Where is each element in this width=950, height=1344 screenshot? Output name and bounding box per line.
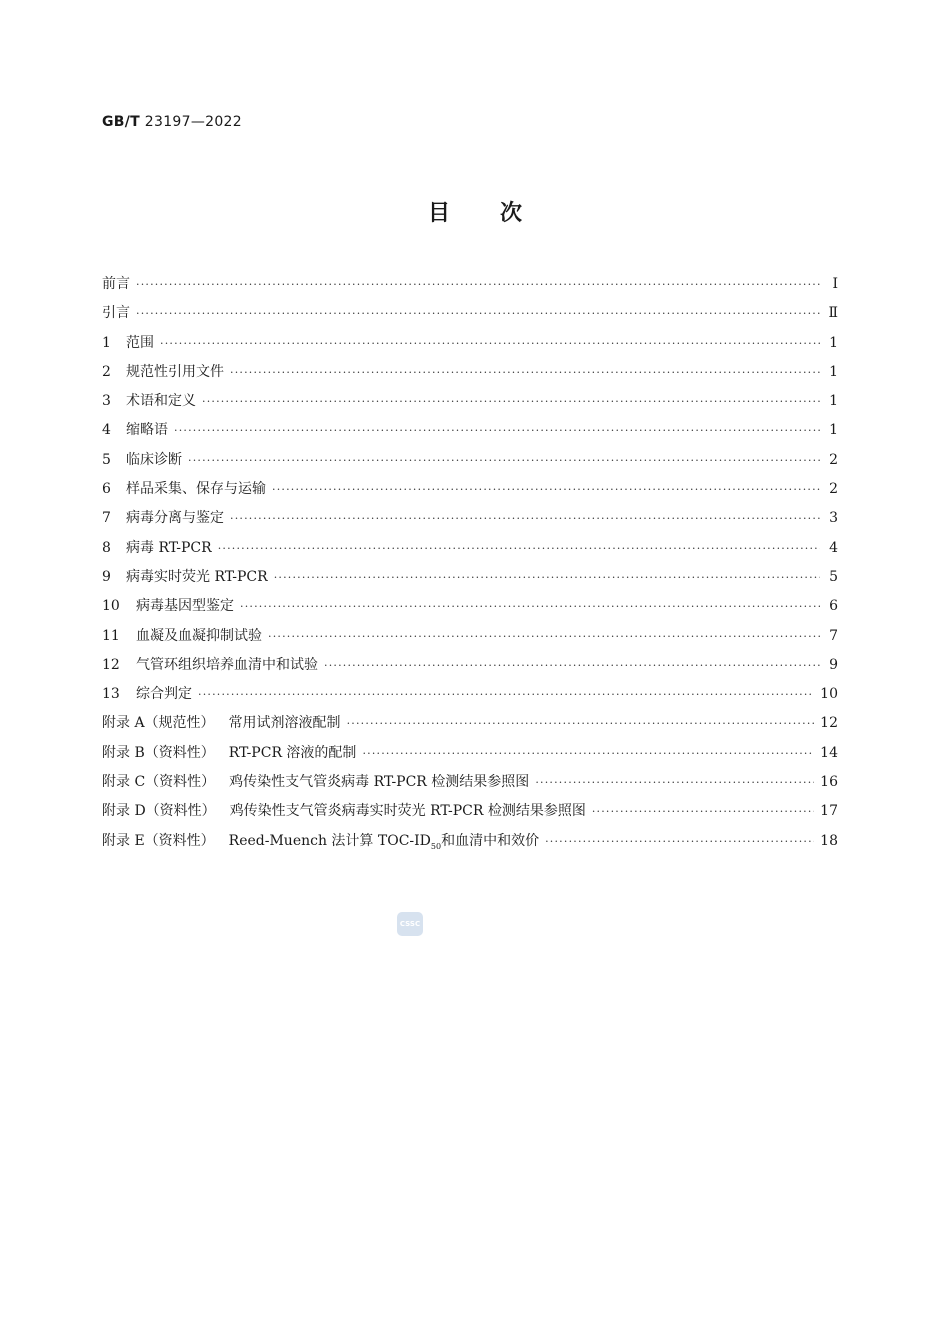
toc-entry-number: 3 [102,393,111,410]
toc-entry-11[interactable] [102,625,838,654]
toc-entry-introduction[interactable] [102,302,838,331]
toc-page-number: 18 [820,832,838,849]
toc-page-number: 1 [829,334,838,351]
toc-page-number: 5 [829,568,838,585]
toc-page-number: 17 [820,803,838,820]
toc-entry-4[interactable] [102,419,838,448]
toc-entry-appendix-b[interactable] [102,742,838,771]
leader-dots [362,747,814,760]
leader-dots [160,337,820,350]
title-char-2: 次 [500,201,523,226]
toc-entry-label: 鸡传染性支气管炎病毒实时荧光 RT-PCR 检测结果参照图 [229,803,586,820]
toc-entry-label: 临床诊断 [126,451,182,468]
toc-entry-number: 5 [102,451,111,468]
leader-dots [174,424,820,437]
toc-entry-number: 8 [102,539,111,556]
toc-appendix-label [102,712,341,732]
leader-dots [202,395,820,408]
toc-page-number: 10 [820,686,838,703]
toc-appendix-prefix: 附录 C（资料性） [102,774,216,791]
toc-entry-label: RT-PCR 溶液的配制 [228,744,357,761]
toc-entry-10[interactable] [102,595,838,624]
toc-entry-label: 术语和定义 [126,393,196,410]
table-of-contents [102,273,838,859]
toc-entry-label: 综合判定 [136,686,192,703]
toc-page-number: 9 [829,656,838,673]
toc-entry-appendix-e[interactable] [102,830,838,859]
toc-page-number: 3 [829,510,838,527]
toc-entry-label: 常用试剂溶液配制 [228,715,341,732]
toc-entry-2[interactable] [102,361,838,390]
leader-dots [592,805,814,818]
toc-page-number: 1 [829,363,838,380]
toc-entry-label: 病毒 RT-PCR [126,539,212,556]
toc-appendix-label [102,830,539,851]
leader-dots [230,512,820,525]
leader-dots [136,278,820,291]
leader-dots [240,600,820,613]
toc-appendix-prefix: 附录 D（资料性） [102,803,216,820]
toc-entry-1[interactable] [102,332,838,361]
watermark-text: CSSC [399,920,421,928]
toc-page-number: Ⅰ [832,276,838,292]
standard-prefix: GB/T [102,114,141,130]
toc-entry-label: 病毒基因型鉴定 [136,598,234,615]
toc-entry-number: 4 [102,422,111,439]
toc-entry-number: 12 [102,656,120,673]
toc-appendix-label [102,742,356,762]
toc-entry-label: 范围 [126,334,154,351]
toc-entry-appendix-c[interactable] [102,771,838,800]
toc-entry-foreword[interactable] [102,273,838,302]
toc-appendix-label [102,771,529,791]
toc-page-number: 6 [829,598,838,615]
toc-entry-number: 13 [102,686,120,703]
toc-entry-label: 气管环组织培养血清中和试验 [136,656,318,673]
toc-page-number: Ⅱ [828,305,838,322]
toc-entry-appendix-a[interactable] [102,712,838,741]
toc-page-number: 2 [829,481,838,498]
toc-entry-13[interactable] [102,683,838,712]
toc-page-number: 16 [820,774,838,791]
leader-dots [188,454,820,467]
leader-dots [218,542,820,555]
watermark-logo [397,912,423,936]
toc-entry-number: 9 [102,568,111,585]
toc-entry-appendix-d[interactable] [102,800,838,829]
toc-entry-6[interactable] [102,478,838,507]
toc-entry-number: 7 [102,510,111,527]
toc-entry-number: 11 [102,627,120,644]
leader-dots [324,659,820,672]
toc-page-number: 12 [820,715,838,732]
leader-dots [272,483,820,496]
toc-entry-label: 引言 [102,305,130,322]
toc-entry-number: 6 [102,481,111,498]
toc-appendix-prefix: 附录 A（规范性） [102,715,215,732]
toc-entry-7[interactable] [102,507,838,536]
toc-page-number: 1 [829,393,838,410]
leader-dots [347,717,815,730]
toc-entry-number: 1 [102,334,111,351]
toc-entry-12[interactable] [102,654,838,683]
leader-dots [268,630,820,643]
toc-entry-9[interactable] [102,566,838,595]
toc-page-number: 4 [829,539,838,556]
leader-dots [274,571,820,584]
toc-entry-label: 样品采集、保存与运输 [126,481,266,498]
page-title [0,196,950,227]
toc-page-number: 2 [829,451,838,468]
standard-code [102,114,242,130]
toc-entry-label: 缩略语 [126,422,168,439]
toc-entry-label: 血凝及血凝抑制试验 [136,627,262,644]
leader-dots [198,688,814,701]
toc-entry-label-subscript: 50 [430,841,442,851]
toc-entry-8[interactable] [102,537,838,566]
leader-dots [545,835,814,848]
toc-entry-label: 鸡传染性支气管炎病毒 RT-PCR 检测结果参照图 [229,774,530,791]
toc-appendix-label [102,800,586,820]
leader-dots [535,776,814,789]
toc-entry-label-post: 和血清中和效价 [441,832,540,849]
toc-page-number: 14 [820,744,838,761]
toc-entry-label: 病毒分离与鉴定 [126,510,224,527]
toc-entry-number: 10 [102,598,120,615]
toc-entry-3[interactable] [102,390,838,419]
toc-entry-label: 规范性引用文件 [126,363,224,380]
toc-entry-label: 病毒实时荧光 RT-PCR [126,568,268,585]
title-char-1: 目 [427,201,450,226]
toc-entry-label-pre: Reed-Muench 法计算 TOC-ID [228,832,431,849]
toc-appendix-prefix: 附录 E（资料性） [102,832,215,849]
leader-dots [136,307,820,320]
toc-entry-number: 2 [102,363,111,380]
toc-appendix-prefix: 附录 B（资料性） [102,744,215,761]
toc-entry-5[interactable] [102,449,838,478]
leader-dots [230,366,820,379]
toc-page-number: 1 [829,422,838,439]
toc-page-number: 7 [829,627,838,644]
standard-number: 23197—2022 [144,114,242,130]
toc-entry-label: 前言 [102,276,130,292]
